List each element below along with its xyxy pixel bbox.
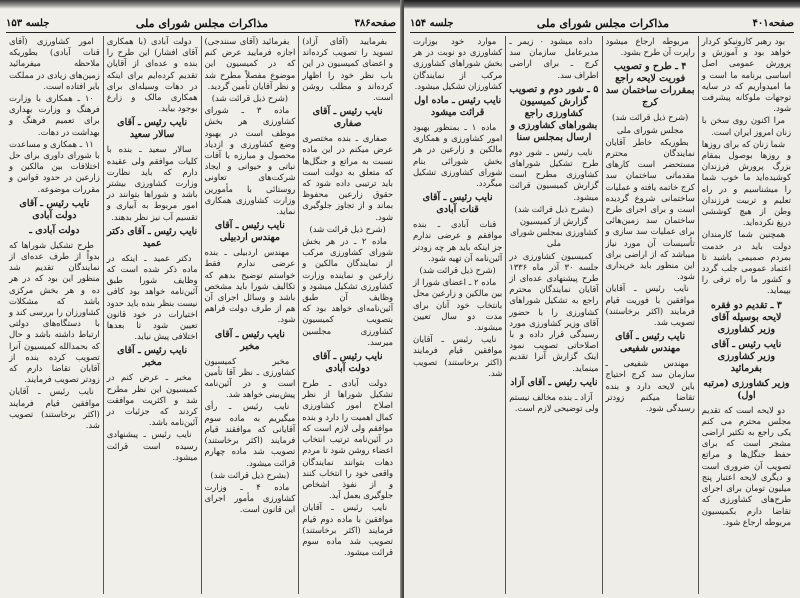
paragraph: همچنین شما کارمندان دولت باید در خدمت بمردم صمیمی باشید تا اعتماد عمومی جلب گردد و کشور ما راه ترقی را بپیماید.: [701, 229, 791, 296]
paragraph: شما زنان که برای روزها و روزها بوصول بمقام بزرگ پرورش فرزندان کوشیده‌اید ما خوب شما را میشناسیم و در راه تعلیم و تربیت فرزندان وطن از هیچ کوششی دریغ نکرده‌اید.: [701, 138, 791, 228]
paragraph: نایب رئیس ـ شور دوم طرح تشکیل شوراهای کشاورزی مطرح است گزارش کمیسیون قرائت میشود.: [509, 146, 599, 202]
paragraph: بطوریکه خاطر آقایان نمایندگان محترم مستحضر است کارهای مقدماتی ساختمان سد کرج خاتمه یافته و عملیات ساختمانی شروع گردیده است و برای اجرای طرح ساختمان سد زمین‌هائی برای عملیات سد سازی و تأسیسات آن مورد نیاز میباشد که از اراضی برای این منظور باید خریداری شود.: [605, 136, 695, 282]
paragraph: نایب رئیس ـ پیشنهادی رسیده است قرائت میشود.: [106, 429, 198, 462]
paragraph: ماده ۲ ـ در هر بخش شورای کشاورزی مرکب از نمایندگان مالکین و زارعین و نماینده وزارت کشاورزی تشکیل میشود و وظایف آن طبق آئین‌نامه‌ای خواهد بود که بتصویب کمیسیون کشاورزی مجلسین میرسد.: [302, 236, 393, 347]
session-number: جلسه ۱۵۳: [6, 17, 50, 29]
paragraph: دولت آبادی ـ طرح تشکیل شوراها از نظر اصلاح امور کشاورزی کمال اهمیت را دارد و بنده موافقم ولی لازم است که در آئین‌نامه ترتیب انتخاب اعضاء روشن شود تا مردم دهات بتوانند نمایندگان واقعی خود را انتخاب کنند و از نفوذ اشخاص جلوگیری بعمل آید.: [302, 378, 393, 501]
paragraph: داده میشود ۰ زیمر ـ مدیرعامل سازمان سد کرج ـ برای اراضی اطراف سد.: [509, 36, 599, 80]
section-heading: نایب رئیس ـ آقای مخبر: [117, 345, 188, 369]
paragraph: دو لایحه است که تقدیم مجلس محترم می کنم یکی راجع به تکثیر اراضی مشجر است که برای حفظ جنگل‌ها و مراتع تصویب آن ضروری است و دیگری لایحه اعتبار پنج میلیون تومان برای اجرای طرح‌های کشاورزی که تقاضا دارم بکمیسیون مربوطه ارجاع شود.: [701, 404, 791, 527]
paragraph: قنات آبادی ـ بنده موافقم و عرضی ندارم جز اینکه باید هر چه زودتر آئین‌نامه آن تهیه شود.: [413, 219, 503, 263]
text-columns: [6, 36, 396, 594]
text-column: [299, 36, 396, 594]
text-column: [104, 36, 202, 594]
text-column: [410, 36, 506, 594]
section-heading: نایب رئیس ـ آقای سالار سعید: [117, 117, 188, 141]
section-heading: نایب رئیس ـ آقای دولت آبادی: [19, 197, 90, 221]
paragraph: مخبر ـ عرض کنم در کمیسیون این نظر مطرح شد و اکثریت موافقت کردند که جزئیات در آئین‌نامه باشد.: [106, 372, 198, 428]
paragraph: امور کشاورزی (آقای قنات آبادی) بطوریکه ملاحظه میفرمائید زمین‌های زیادی در مملکت بایر افتاده است.: [9, 36, 100, 91]
paragraph: ماده ۳ ـ شورای کشاورزی هر بخش موظف است در بهبود وضع کشاورزی و ازدیاد محصول و مبارزه با آفات نباتی و حیوانی و ایجاد شرکت‌های تعاونی روستائی با مأمورین وزارت کشاورزی همکاری نماید.: [204, 105, 296, 217]
section-heading: نایب رئیس ـ ماده اول قرائت میشود: [414, 95, 502, 119]
page-header: [410, 14, 794, 33]
paragraph: مربوطه ارجاع میشود راپرت آن طرح بشود.: [605, 36, 695, 58]
page-number: صفحه۴۰۱: [752, 17, 794, 29]
section-heading: ۵ ـ شور دوم و تصویب گزارش کمیسیون کشاورزی راجع بشوراهای کشاورزی و ارسال بمجلس سنا: [509, 83, 599, 143]
paragraph: سالار سعید ـ بنده با کلیات موافقم ولی عقیده دارم که باید نظارت وزارت کشاورزی بیشتر باشد و شوراها بتوانند در امور مربوط به آبیاری و تقسیم آب نیز نظر بدهند.: [106, 144, 198, 222]
paragraph: نایب رئیس ـ آقایان موافقین با فوریت قیام فرمایند (اکثر برخاستند) تصویب شد.: [605, 283, 695, 328]
paragraph: بود رهبر کارونیکو کردار خواهد بود و آموزش و پرورش عمومی اصل اساسی برنامه ما است و ما امیدواریم که در سایه توجهات ملوکانه پیشرفت شود.: [701, 36, 791, 114]
section-heading: نایب رئیس ـ آقای آزاد: [510, 376, 598, 388]
page-header: [6, 14, 396, 33]
paragraph: ماده ۴ ـ وزارت کشاورزی مأمور اجرای این قانون است.: [204, 481, 296, 515]
text-column: [202, 36, 300, 594]
page-number: صفحه۳۸۶: [354, 17, 396, 29]
text-columns: [410, 36, 794, 594]
paragraph: کمیسیون کشاورزی در جلسه ۳۰ آذر ماه ۱۳۳۶ طرح پیشنهادی عده‌ای از آقایان نمایندگان محترم راجع به تشکیل شوراهای کشاورزی را با حضور آقای وزیر کشاورزی مورد رسیدگی قرار داده و با اصلاحاتی تصویب نمود اینک گزارش آنرا تقدیم مینماید.: [509, 250, 599, 373]
session-number: جلسه ۱۵۴: [410, 17, 454, 29]
paragraph: طرح تشکیل شوراها که بدواً از طرف عده‌ای از نمایندگان تقدیم شد منظور این بود که در هر ده و هر بخش مرکزی باشد که مشکلات کشاورزان را بررسی کند و با دستگاه‌های دولتی ارتباط داشته باشد و حال که بحمدالله کمیسیون آنرا تصویب کرده بنده از آقایان تقاضا دارم که زودتر تصویب فرمایند.: [9, 239, 100, 385]
text-column: [506, 36, 602, 594]
text-column: [603, 36, 699, 594]
text-column: [6, 36, 104, 594]
section-heading: ۴ ـ طرح و تصویب فوریت لایحه راجع بمقررات ساختمان سد کرج: [605, 61, 695, 109]
section-heading: نایب رئیس ـ آقای وزیر کشاورزی بفرمائید: [711, 338, 782, 374]
centered-note: (بشرح ذیل قرائت شد): [210, 469, 290, 480]
page-title: مذاکرات مجلس شورای ملی: [135, 16, 269, 30]
paragraph: مهندس اردبیلی ـ بنده عرضی ندارم فقط خواستم توضیح بدهم که تکالیف شورا باید مشخص باشد و وسائل اجرای آن هم از طرف دولت فراهم شود.: [204, 247, 296, 325]
section-heading: نایب رئیس ـ آقای قنات آبادی: [422, 192, 493, 216]
centered-note: گزارش از کمیسیون کشاورزی بمجلس شورای ملی: [510, 216, 598, 249]
paragraph: دکتر عمید ـ اینکه در ماده ذکر شده است که وظایف شورا طبق آئین‌نامه خواهد بود کافی نیست بنظر بنده باید حدود اختیارات در خود قانون تعیین شود تا بعدها اختلافی پیش نیاید.: [106, 252, 198, 342]
centered-note: (شرح ذیل قرائت شد): [211, 93, 288, 104]
paragraph: مرا اکنون روی سخن با زنان امروز ایران است.: [701, 115, 791, 137]
paragraph: نایب رئیس ـ آقایان موافقین قیام فرمایند (اکثر برخاستند) تصویب شد.: [9, 386, 100, 431]
paragraph: نایب رئیس ـ آقایان موافقین با ماده دوم قیام فرمایند (اکثر برخاستند) تصویب شد ماده سوم قرائت میشود.: [302, 502, 393, 558]
centered-note: مجلس شورای ملی: [616, 124, 684, 135]
paragraph: ۱۰ ـ همکاری با وزارت فرهنگ و وزارت بهداری برای تعمیم فرهنگ و بهداشت در دهات.: [9, 93, 100, 137]
section-heading: نایب رئیس ـ آقای دولت آبادی: [312, 351, 383, 375]
paragraph: ماده ۱ ـ بمنظور بهبود امور کشاورزی و همکاری مالکین و زارعین در هر بخش شورائی بنام شورای کشاورزی تشکیل میگردد.: [413, 122, 503, 189]
paragraph: مخبر کمیسیون کشاورزی ـ نظر آقا تأمین است و در آئین‌نامه پیش‌بینی خواهد شد.: [204, 355, 296, 400]
paragraph: آزاد ـ بنده مخالف نیستم ولی توضیحی لازم است.: [509, 391, 599, 414]
section-heading: نایب رئیس ـ آقای مهندس شفیعی: [615, 331, 686, 355]
paragraph: مهندس شفیعی ـ سازمان سد کرج احتیاج باین لایحه دارد و بنده تقاضا میکنم زودتر رسیدگی شود.: [605, 358, 695, 414]
paragraph: ۱۱ ـ همکاری و مساعدت با شورای داوری برای حل اختلافات بین مالکین و زارعین در حدود قوانین و مقررات موضوعه.: [9, 138, 100, 194]
centered-note: (شرح ذیل قرائت شد): [612, 112, 689, 123]
scan-edge: [0, 0, 402, 9]
paragraph: نایب رئیس ـ رأی میگیریم به ماده سوم آقایانی که موافقند قیام فرمایند (اکثر برخاستند) تصویب شد ماده چهارم قرائت میشود.: [204, 401, 296, 468]
paragraph: نایب رئیس ـ آقایان موافقین قیام فرمایند (اکثر برخاستند) تصویب شد.: [413, 334, 503, 378]
paragraph: بفرمایید (آقای آزاد) تسوید را تصویب کرده‌اند و اعضای کمیسیون در این باب نظر خود را اظهار کرده‌اند و مطلب روشن است.: [302, 36, 393, 103]
paragraph: ماده ۲ ـ اعضای شورا از بین مالکین و زارعین محل بانتخاب خود آنان برای مدت دو سال تعیین میشوند.: [413, 277, 503, 333]
page-title: مذاکرات مجلس شورای ملی: [536, 16, 670, 30]
section-heading: دولت آبادی ـ: [29, 224, 80, 236]
section-heading: نایب رئیس ـ آقای صفاری: [312, 106, 383, 130]
section-heading: نایب رئیس ـ آقای مهندس اردبیلی: [214, 220, 285, 244]
centered-note: (شرح ذیل قرائت شد): [309, 223, 386, 234]
right-page: [404, 0, 800, 598]
centered-note: (بشرح ذیل قرائت شد): [514, 203, 594, 214]
section-heading: نایب رئیس ـ آقای مخبر: [214, 328, 285, 352]
paragraph: موارد خود بوزارت کشاورزی دو نوبت در هر بخش شوراهای کشاورزی مرکب از نمایندگان کشاورزان تشکیل میشود.: [413, 36, 503, 91]
text-column: [699, 36, 794, 594]
section-heading: ۳ ـ تقدیم دو فقره لایحه بوسیله آقای وزیر کشاورزی: [710, 299, 782, 335]
paragraph: صفاری ـ بنده مختصری عرض میکنم در این ماده نسبت به مراتع و جنگل‌ها که متعلق به دولت است باید ترتیبی داده شود که حقوق زارعین محفوظ بماند و از تجاوز جلوگیری شود.: [302, 133, 393, 222]
section-heading: نایب رئیس ـ آقای دکتر عمید: [107, 225, 198, 249]
paragraph: بفرمائید (آقای سنندجی) اجازه فرمایید عرض کنم که در کمیسیون این موضوع مفصلاً مطرح شد و نظر آقایان تأمین گردید.: [204, 36, 296, 91]
scan-edge: [404, 0, 800, 9]
centered-note: (شرح ذیل قرائت شد): [419, 265, 496, 276]
paragraph: دولت آبادی (با همکاری آقای افشار) این طرح را بنده و عده‌ای از آقایان تقدیم کرده‌ایم برای اینکه در دهات وسیله‌ای برای همکاری مالک و زارع بوجود بیاید.: [106, 36, 198, 114]
section-heading: وزیر کشاورزی (مرتبه اول): [703, 377, 790, 401]
